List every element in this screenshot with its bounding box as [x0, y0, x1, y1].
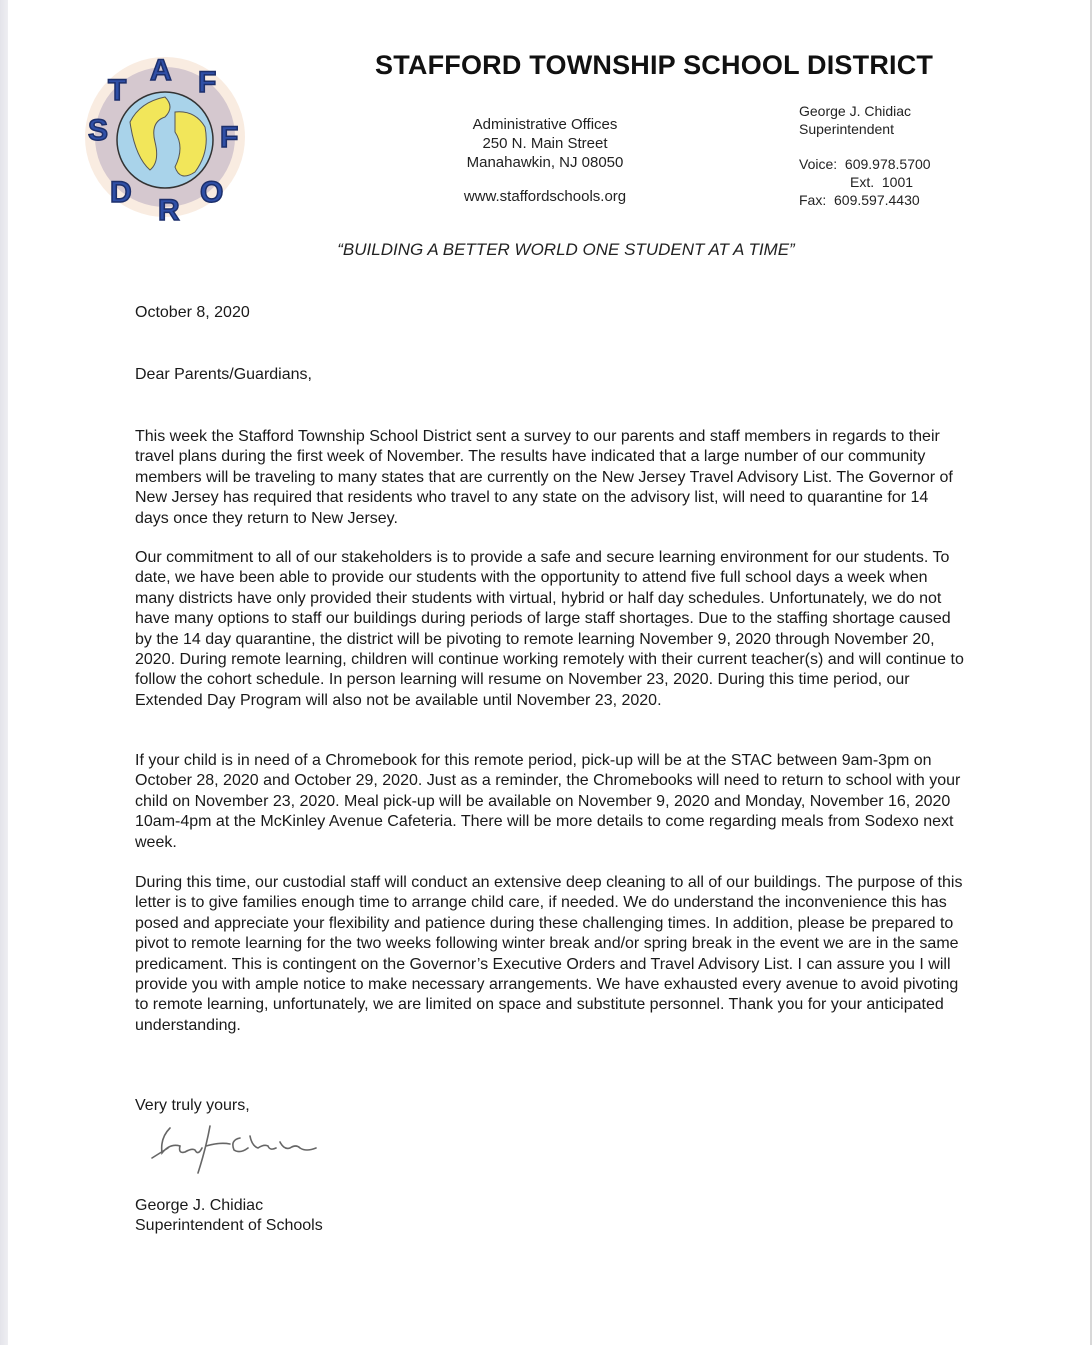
body-paragraph: During this time, our custodial staff will conduct an extensive deep cleaning to all of our buildings. The purpose of this letter is to give families enough time to arrange child care, if needed. We do understand the inconvenience this has posed and appreciate your flexibility and patience during these challenging times. In addition, please be prepared to pivot to remote learning for the two weeks following winter break and/or spring break in the event we are in the same predicament. This is contingent on the Governor’s Executive Orders and Travel Advisory List. I can assure you I will provide you with ample notice to make necessary arrangements. We have exhausted every avenue to avoid pivoting to remote learning, unfortunately, we are limited on space and substitute personnel. Thank you for your anticipated understanding. — [135, 874, 963, 1034]
office-address — [440, 115, 650, 172]
signer-title: Superintendent of Schools — [135, 1217, 323, 1234]
letter-date: October 8, 2020 — [135, 304, 250, 321]
svg-text:R: R — [158, 194, 180, 222]
website-link[interactable]: www.staffordschools.org — [463, 188, 627, 205]
body-paragraph: If your child is in need of a Chromebook for this remote period, pick-up will be at the STAC between 9am-3pm on October 28, 2020 and October 29, 2020. Just as a reminder, the Chromebooks will need to return to school with your child on November 23, 2020. Meal pick-up will be available on November 9, 2020 and Monday, November 16, 2020 10am-4pm at the McKinley Avenue Cafeteria. There will be more details to come regarding meals from Sodexo next week. — [135, 752, 961, 851]
district-motto: “BUILDING A BETTER WORLD ONE STUDENT AT A TIME” — [337, 240, 795, 259]
address-line: Manahawkin, NJ 08050 — [466, 154, 624, 171]
svg-text:F: F — [198, 66, 217, 99]
svg-text:F: F — [220, 121, 239, 154]
superintendent-block — [799, 102, 911, 138]
address-line: Administrative Offices — [472, 116, 618, 133]
svg-text:S: S — [88, 114, 109, 147]
signer-name: George J. Chidiac — [135, 1197, 264, 1214]
svg-text:D: D — [110, 176, 132, 209]
svg-text:A: A — [150, 54, 172, 87]
body-paragraph: Our commitment to all of our stakeholders is to provide a safe and secure learning environment for our students. To date, we have been able to provide our students with the opportunity to attend five full school days a week when many districts have only provided their students with virtual, hybrid or half day schedules. Unfortunately, we do not have many options to staff our buildings during periods of large staff shortages. Due to the staffing shortage caused by the 14 day quarantine, the district will be pivoting to remote learning November 9, 2020 through November 20, 2020. During remote learning, children will continue working remotely with their current teacher(s) and will continue to follow the cohort schedule. In person learning will resume on November 23, 2020. During this time period, our Extended Day Program will also not be available until November 23, 2020. — [135, 549, 964, 709]
svg-text:O: O — [200, 176, 224, 209]
district-title: STAFFORD TOWNSHIP SCHOOL DISTRICT — [375, 50, 934, 80]
signer-block — [135, 1196, 323, 1236]
contact-block — [799, 155, 931, 209]
handwritten-signature-icon — [140, 1118, 340, 1178]
extension: Ext. 1001 — [850, 174, 914, 190]
fax-number: Fax: 609.597.4430 — [799, 192, 920, 208]
superintendent-title: Superintendent — [799, 121, 894, 137]
salutation: Dear Parents/Guardians, — [135, 366, 312, 383]
closing: Very truly yours, — [135, 1097, 250, 1114]
address-line: 250 N. Main Street — [482, 135, 608, 152]
superintendent-name: George J. Chidiac — [799, 103, 912, 119]
stafford-globe-logo-icon — [80, 52, 250, 222]
body-paragraph: This week the Stafford Township School District sent a survey to our parents and staff members in regards to their travel plans during the first week of November. The results have indicated that a large number of our community members will be traveling to many states that are currently on the New Jersey Travel Advisory List. The Governor of New Jersey has required that residents who travel to any state on the advisory list, will need to quarantine for 14 days once they return to New Jersey. — [135, 428, 953, 527]
svg-text:T: T — [108, 74, 127, 107]
page-edge-left — [0, 0, 8, 1345]
voice-number: Voice: 609.978.5700 — [799, 156, 931, 172]
